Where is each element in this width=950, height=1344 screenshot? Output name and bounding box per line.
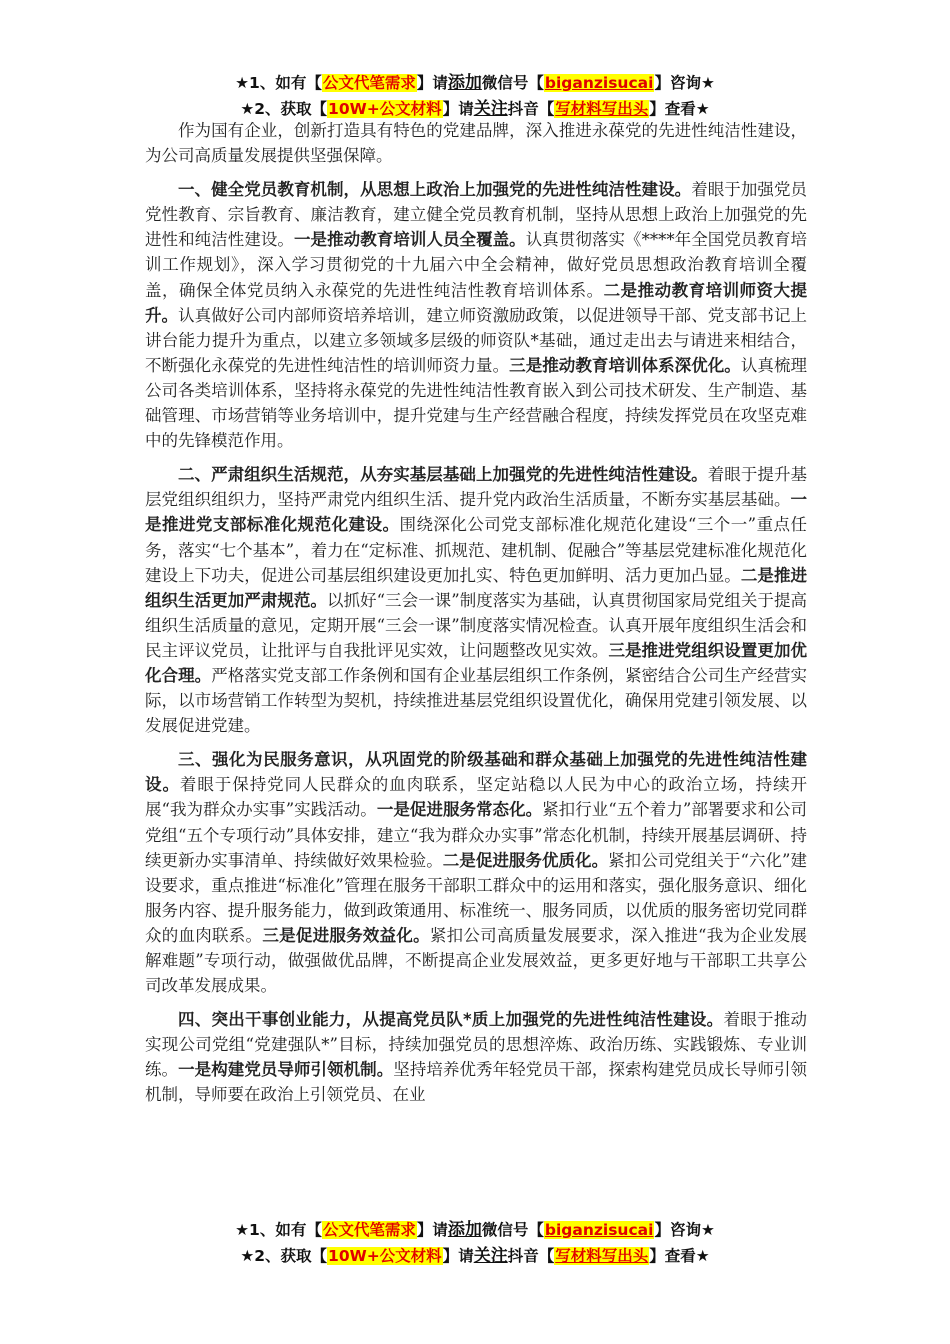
wechat-id: biganzisucai — [544, 74, 654, 92]
banner-text: 】查看★ — [649, 1247, 710, 1265]
highlight-text: 10W+公文材料 — [328, 1247, 442, 1265]
point-text: 紧扣公司党组关于“六化”建设要求，重点推进“标准化”管理在服务干部职工群众中的运用和落实，强化服务意识、细化服务内容、提升服务能力，做到政策通用、标准统一、服务同质，以优质的服务密切党同群众的血肉联系。 — [145, 850, 807, 945]
point-text: 严格落实党支部工作条例和国有企业基层组织工作条例，紧密结合公司生产经营实际，以市场营销工作转型为契机，持续推进基层党组织设置优化，确保用党建引领发展、以发展促进党建。 — [145, 665, 808, 736]
banner-text: ★2、获取【 — [240, 100, 328, 118]
section-heading: 四、突出干事创业能力，从提高党员队*质上加强党的先进性纯洁性建设。 — [178, 1010, 724, 1030]
point-title: 二是促进服务优质化。 — [442, 850, 609, 870]
emphasis-text: 关注 — [473, 1246, 508, 1266]
emphasis-text: 关注 — [473, 99, 508, 119]
douyin-id: 写材料写出头 — [555, 1247, 649, 1265]
banner-text: 抖音【 — [507, 100, 555, 118]
bottom-banner — [0, 1217, 950, 1269]
point-title: 一是推进党支部标准化规范化建设。 — [145, 490, 807, 535]
section-lead: 着眼于加强党员党性教育、宗旨教育、廉洁教育，建立健全党员教育机制，坚持从思想上政治上加强党的先进性和纯洁性建设。 — [145, 180, 808, 250]
document-body — [145, 118, 807, 1117]
section-paragraph — [145, 1007, 807, 1107]
point-text: 紧扣公司高质量发展要求，深入推进“我为企业发展解难题”专项行动，做强做优品牌，不断提高企业发展效益，更多更好地与干部职工共享公司改革发展成果。 — [145, 925, 808, 996]
intro-paragraph: 作为国有企业，创新打造具有特色的党建品牌，深入推进永葆党的先进性纯洁性建设，为公司高质量发展提供坚强保障。 — [145, 121, 807, 166]
point-text: 坚持培养优秀年轻党员干部，探索构建党员成长导师引领机制，导师要在政治上引领党员、在业 — [145, 1060, 808, 1105]
banner-text: 】咨询★ — [654, 1221, 715, 1239]
point-title: 三是促进服务效益化。 — [262, 925, 430, 945]
point-title: 二是推进组织生活更加严肃规范。 — [145, 565, 808, 610]
highlight-text: 公文代笔需求 — [322, 74, 416, 92]
section-lead: 着眼于保持党同人民群众的血肉联系，坚定站稳以人民为中心的政治立场，持续开展“我为群众办实事”实践活动。 — [145, 775, 808, 820]
banner-text: 抖音【 — [507, 1247, 555, 1265]
point-text: 认真贯彻落实《****年全国党员教育培训工作规划》，深入学习贯彻党的十九届六中全会精神，做好党员思想政治教育培训全覆盖，确保全体党员纳入永葆党的先进性纯洁性教育培训体系。 — [145, 230, 808, 300]
banner-line-2 — [0, 1243, 950, 1269]
banner-text: 微信号【 — [481, 74, 544, 92]
emphasis-text: 添加 — [447, 73, 482, 93]
banner-text: 】请 — [416, 1221, 448, 1239]
point-text: 围绕深化公司党支部标准化规范化建设“三个一”重点任务，落实“七个基本”，着力在“定标准、抓规范、建机制、促融合”等基层党建标准化规范化建设上下功夫，促进公司基层组织建设更加扎实、特色更加鲜明、活力更加凸显。 — [145, 515, 808, 585]
highlight-text: 公文代笔需求 — [322, 1221, 416, 1239]
point-title: 三是推动教育培训体系深优化。 — [509, 355, 741, 375]
point-text: 认真做好公司内部师资培养培训，建立师资激励政策，以促进领导干部、党支部书记上讲台能力提升为重点，以建立多领域多层级的师资队*基础，通过走出去与请进来相结合，不断强化永葆党的先进性纯洁性的培训师资力量。 — [145, 305, 808, 375]
point-title: 一是构建党员导师引领机制。 — [178, 1060, 394, 1080]
point-title: 一是推动教育培训人员全覆盖。 — [293, 230, 526, 250]
banner-text: 】咨询★ — [654, 74, 715, 92]
emphasis-text: 添加 — [447, 1220, 482, 1240]
point-title: 二是推动教育培训师资大提升。 — [145, 280, 808, 325]
section-lead: 着眼于提升基层党组织组织力，坚持严肃党内组织生活、提升党内政治生活质量，不断夯实基层基础。 — [145, 465, 808, 510]
douyin-id: 写材料写出头 — [555, 100, 649, 118]
point-title: 一是促进服务常态化。 — [376, 800, 543, 820]
section-paragraph — [145, 177, 807, 453]
point-title: 三是推进党组织设置更加优化合理。 — [145, 640, 808, 685]
wechat-id: biganzisucai — [544, 1221, 654, 1239]
top-banner — [0, 70, 950, 122]
banner-line-1 — [0, 70, 950, 96]
point-text: 认真梳理公司各类培训体系，坚持将永葆党的先进性纯洁性教育嵌入到公司技术研发、生产制造、基础管理、市场营销等业务培训中，提升党建与生产经营融合程度，持续发挥党员在攻坚克难中的先锋模范作用。 — [145, 355, 808, 451]
section-lead: 着眼于推动实现公司党组“党建强队*”目标，持续加强党员的思想淬炼、政治历练、实践锻炼、专业训练。 — [145, 1010, 808, 1080]
banner-text: 】请 — [416, 74, 448, 92]
section-heading: 二、严肃组织生活规范，从夯实基层基础上加强党的先进性纯洁性建设。 — [178, 465, 708, 485]
banner-text: 】查看★ — [649, 100, 710, 118]
banner-text: ★2、获取【 — [240, 1247, 328, 1265]
point-text: 以抓好“三会一课”制度落实为基础，认真贯彻国家局党组关于提高组织生活质量的意见，定期开展“三会一课”制度落实情况检查。认真开展年度组织生活会和民主评议党员，让批评与自我批评见实效，让问题整改见实效。 — [145, 590, 808, 660]
point-text: 紧扣行业“五个着力”部署要求和公司党组“五个专项行动”具体安排，建立“我为群众办实事”常态化机制，持续开展基层调研、持续更新办实事清单、持续做好效果检验。 — [145, 800, 807, 870]
highlight-text: 10W+公文材料 — [328, 100, 442, 118]
banner-text: 】请 — [442, 100, 474, 118]
section-heading: 三、强化为民服务意识，从巩固党的阶级基础和群众基础上加强党的先进性纯洁性建设。 — [145, 750, 807, 795]
section-heading: 一、健全党员教育机制，从思想上政治上加强党的先进性纯洁性建设。 — [178, 180, 692, 200]
section-paragraph — [145, 462, 807, 738]
section-paragraph — [145, 747, 807, 998]
banner-text: 微信号【 — [481, 1221, 544, 1239]
banner-text: ★1、如有【 — [235, 1221, 322, 1239]
banner-text: 】请 — [442, 1247, 474, 1265]
banner-line-1 — [0, 1217, 950, 1243]
banner-text: ★1、如有【 — [235, 74, 322, 92]
